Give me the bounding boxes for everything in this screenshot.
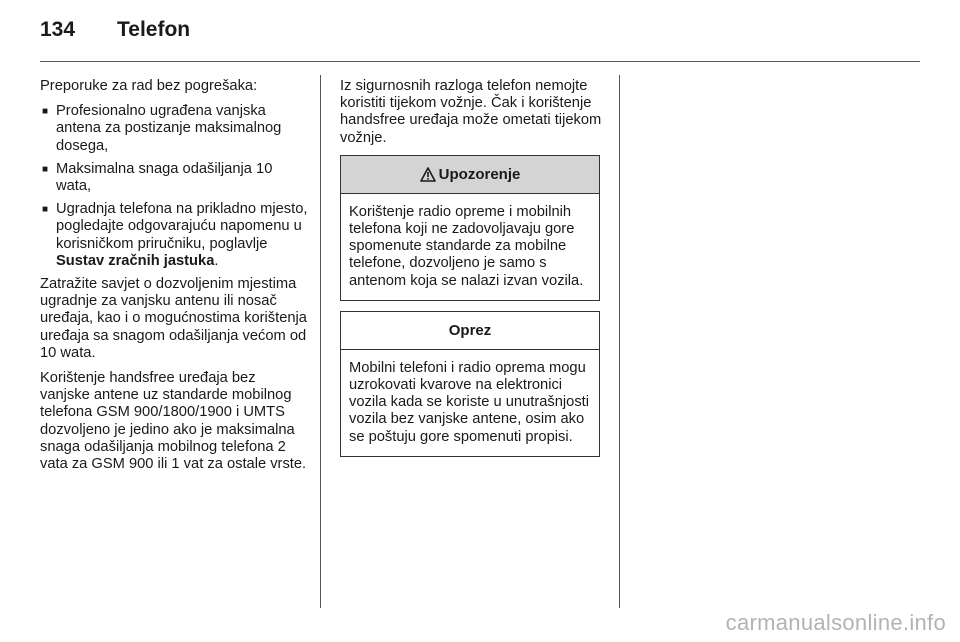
warning-triangle-icon — [420, 167, 436, 182]
handsfree-paragraph: Korištenje handsfree uređaja bez vanjske antene uz standarde mobilnog telefona GSM 900/1800/1900 i UMTS dozvoljeno je jedino ako je maksimalna snaga odašiljanja mobilnog telefona 2 vata za GSM 900 ili 1 vat za ostale vrste. — [40, 370, 307, 473]
caution-header — [341, 312, 599, 350]
recommendation-list — [40, 103, 308, 270]
caution-box — [340, 311, 600, 457]
page-title: Telefon — [117, 18, 191, 41]
warning-title: Upozorenje — [438, 165, 521, 183]
left-column — [40, 78, 308, 481]
safety-paragraph: Iz sigurnosnih razloga telefon nemojte koristiti tijekom vožnje. Čak i korištenje handsfree uređaja može ometati tijekom vožnje. — [340, 78, 602, 146]
page-number: 134 — [40, 18, 76, 41]
list-item: ■ Ugradnja telefona na prikladno mjesto, pogledajte odgovarajuću napomenu u korisničkom priručniku, poglavlje Sustav zračnih jastuka. — [40, 201, 308, 270]
caution-body: Mobilni telefoni i radio oprema mogu uzrokovati kvarove na elektronici vozila kada se koriste u unutrašnjosti vozila bez vanjske antene, osim ako se poštuju gore spomenuti propisi. — [349, 359, 590, 445]
watermark: carmanualsonline.info — [725, 610, 946, 635]
right-column — [340, 78, 602, 467]
warning-header — [341, 156, 599, 194]
list-item: ■ Profesionalno ugrađena vanjska antena za postizanje maksimalnog dosega, — [40, 103, 308, 155]
warning-body: Korištenje radio opreme i mobilnih telefona koji ne zadovoljavaju gore spomenute standarde za mobilne telefone, dozvoljeno je samo s antenom koja se nalazi izvan vozila. — [349, 203, 584, 289]
header-rule — [40, 61, 920, 62]
caution-title: Oprez — [448, 321, 492, 339]
airbag-chapter-link[interactable]: Sustav zračnih jastuka — [56, 252, 215, 269]
intro-text: Preporuke za rad bez pogrešaka: — [40, 78, 258, 94]
list-item: ■ Maksimalna snaga odašiljanja 10 wata, — [40, 161, 308, 195]
column-divider — [320, 75, 321, 608]
column-divider — [619, 75, 620, 608]
warning-box — [340, 155, 600, 301]
antenna-advice-paragraph: Zatražite savjet o dozvoljenim mjestima ugradnje za vanjsku antenu ili nosač uređaja, kao i o mogućnostima korištenja uređaja sa snagom odašiljanja većom od 10 wata. — [40, 276, 307, 361]
page-header — [40, 18, 190, 48]
